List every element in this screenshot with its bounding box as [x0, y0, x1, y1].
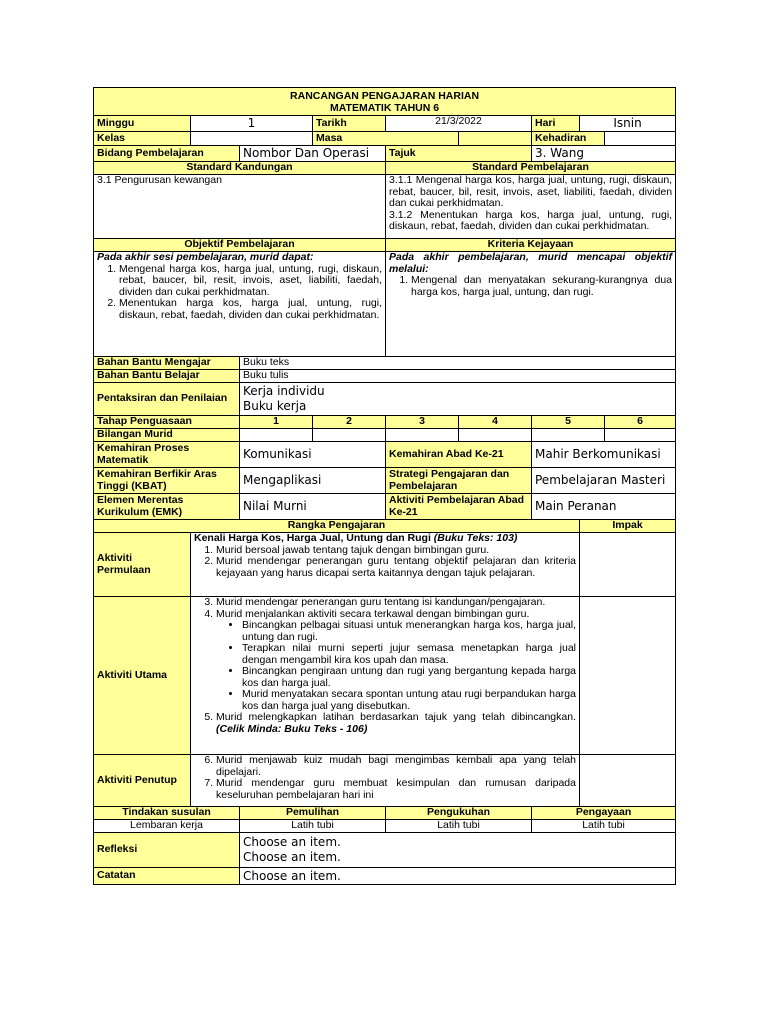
- permulaan-impak[interactable]: [580, 533, 676, 597]
- kemahiran-abad-value[interactable]: Mahir Berkomunikasi: [532, 442, 676, 468]
- bidang-value[interactable]: Nombor Dan Operasi: [240, 146, 386, 162]
- utama-item: [216, 712, 576, 735]
- impak-header: Impak: [580, 520, 676, 533]
- kbat-value[interactable]: Mengaplikasi: [240, 468, 386, 494]
- utama-item5-ref: (Celik Minda: Buku Teks - 106): [216, 722, 368, 735]
- pengukuhan-value[interactable]: Latih tubi: [386, 820, 532, 833]
- kriteria-intro: Pada akhir pembelajaran, murid mencapai objektif melalui:: [389, 251, 673, 275]
- standard-pembelajaran-header: Standard Pembelajaran: [386, 162, 676, 175]
- standard-kandungan-header: Standard Kandungan: [94, 162, 386, 175]
- pentaksiran-value: Buku kerja: [243, 399, 307, 413]
- utama-bullet: • Terapkan nilai murni seperti jujur semasa menetapkan harga jual dengan mengambil kira kos upah dan masa.: [242, 643, 576, 666]
- standard-pembelajaran-item: 3.1.2 Menentukan harga kos, harga jual, untung, rugi, diskaun, rebat, faedah, dividen dan cukai perkhidmatan.: [389, 208, 673, 232]
- kehadiran-value[interactable]: [605, 132, 676, 146]
- objektif-item: 2. Menentukan harga kos, harga jual, untung, rugi, diskaun, rebat, faedah, dividen dan cukai perkhidmatan.: [119, 298, 382, 321]
- tahap-level-3: 3: [386, 416, 459, 429]
- subject-title: MATEMATIK TAHUN 6: [330, 101, 440, 114]
- kehadiran-label: Kehadiran: [532, 132, 605, 146]
- aktiviti-abad-label: Aktiviti Pembelajaran Abad Ke-21: [386, 494, 532, 520]
- catatan-label: Catatan: [94, 868, 240, 885]
- catatan-dropdown[interactable]: Choose an item.: [240, 868, 676, 885]
- objektif-cell: [94, 252, 386, 357]
- bbb-value[interactable]: Buku tulis: [240, 370, 676, 383]
- objektif-item: 1. Mengenal harga kos, harga jual, untung, rugi, diskaun, rebat, baucer, bil, resit, invois, aset, liabiliti, faedah, dividen dan cukai perkhidmatan.: [119, 264, 382, 299]
- permulaan-heading-ref: (Buku Teks: 103): [433, 532, 518, 544]
- kriteria-item: 1. Mengenal dan menyatakan sekurang-kurangnya dua harga kos, harga jual, untung, dan rugi.: [411, 275, 672, 298]
- kemahiran-proses-value[interactable]: Komunikasi: [240, 442, 386, 468]
- utama-item5-text: Murid melengkapkan latihan berdasarkan tajuk yang telah dibincangkan.: [216, 711, 576, 723]
- bilangan-murid-cell[interactable]: [386, 429, 459, 442]
- bilangan-murid-cell[interactable]: [313, 429, 386, 442]
- refleksi-dropdown[interactable]: Choose an item.: [243, 850, 341, 864]
- kelas-value[interactable]: [191, 132, 313, 146]
- refleksi-dropdown[interactable]: Choose an item.: [243, 835, 341, 849]
- masa-value[interactable]: [459, 132, 532, 146]
- masa-label: Masa: [313, 132, 459, 146]
- utama-impak[interactable]: [580, 597, 676, 755]
- bidang-label: Bidang Pembelajaran: [94, 146, 240, 162]
- pentaksiran-cell[interactable]: [240, 383, 676, 416]
- penutup-item: 6. Murid menjawab kuiz mudah bagi mengimbas kembali apa yang telah dipelajari.: [216, 755, 576, 778]
- bbm-value[interactable]: Buku teks: [240, 357, 676, 370]
- standard-kandungan-text: 3.1 Pengurusan kewangan: [94, 175, 386, 239]
- kriteria-cell: [386, 252, 676, 357]
- bilangan-murid-cell[interactable]: [459, 429, 532, 442]
- minggu-value[interactable]: 1: [191, 116, 313, 132]
- aktiviti-abad-value[interactable]: Main Peranan: [532, 494, 676, 520]
- emk-label: Elemen Merentas Kurikulum (EMK): [94, 494, 240, 520]
- utama-label: Aktiviti Utama: [94, 597, 191, 755]
- document-title: RANCANGAN PENGAJARAN HARIAN: [290, 89, 480, 102]
- penutup-label: Aktiviti Penutup: [94, 755, 191, 807]
- strategi-value[interactable]: Pembelajaran Masteri: [532, 468, 676, 494]
- tahap-level-4: 4: [459, 416, 532, 429]
- kemahiran-proses-label: Kemahiran Proses Matematik: [94, 442, 240, 468]
- kbat-label: Kemahiran Berfikir Aras Tinggi (KBAT): [94, 468, 240, 494]
- standard-pembelajaran-item: 3.1.1 Mengenal harga kos, harga jual, untung, rugi, diskaun, rebat, baucer, bil, resit, invois, aset, liabiliti, faedah, dividen dan cukai perkhidmatan.: [389, 174, 673, 209]
- pengayaan-value[interactable]: Latih tubi: [532, 820, 676, 833]
- tahap-label: Tahap Penguasaan: [94, 416, 240, 429]
- kriteria-header: Kriteria Kejayaan: [386, 239, 676, 252]
- utama-bullet: • Murid menyatakan secara spontan untung atau rugi berpandukan harga kos dan harga jual yang disebutkan.: [242, 689, 576, 712]
- strategi-label: Strategi Pengajaran dan Pembelajaran: [386, 468, 532, 494]
- tarikh-value[interactable]: 21/3/2022: [386, 116, 532, 132]
- hari-label: Hari: [532, 116, 580, 132]
- hari-value[interactable]: Isnin: [580, 116, 676, 132]
- pengukuhan-header: Pengukuhan: [386, 807, 532, 820]
- lembaran-kerja[interactable]: Lembaran kerja: [94, 820, 240, 833]
- utama-cell: [191, 597, 580, 755]
- refleksi-cell: [240, 833, 676, 868]
- tarikh-label: Tarikh: [313, 116, 386, 132]
- penutup-cell: [191, 755, 580, 807]
- pengayaan-header: Pengayaan: [532, 807, 676, 820]
- lesson-plan-table: [93, 87, 676, 885]
- permulaan-cell: [191, 533, 580, 597]
- emk-value[interactable]: Nilai Murni: [240, 494, 386, 520]
- rangka-header: Rangka Pengajaran: [94, 520, 580, 533]
- permulaan-item: 1. Murid bersoal jawab tentang tajuk dengan bimbingan guru.: [216, 545, 576, 557]
- tahap-level-1: 1: [240, 416, 313, 429]
- utama-item: 3. Murid mendengar penerangan guru tentang isi kandungan/pengajaran.: [216, 597, 576, 609]
- kelas-label: Kelas: [94, 132, 191, 146]
- tindakan-header: Tindakan susulan: [94, 807, 240, 820]
- utama-bullet: • Bincangkan pengiraan untung dan rugi yang bergantung kepada harga kos dan harga jual.: [242, 666, 576, 689]
- bilangan-murid-cell[interactable]: [532, 429, 605, 442]
- standard-pembelajaran-cell: [386, 175, 676, 239]
- tahap-level-6: 6: [605, 416, 676, 429]
- kemahiran-abad-label: Kemahiran Abad Ke-21: [386, 442, 532, 468]
- refleksi-label: Refleksi: [94, 833, 240, 868]
- bbb-label: Bahan Bantu Belajar: [94, 370, 240, 383]
- tahap-level-5: 5: [532, 416, 605, 429]
- pemulihan-header: Pemulihan: [240, 807, 386, 820]
- bbm-label: Bahan Bantu Mengajar: [94, 357, 240, 370]
- objektif-intro: Pada akhir sesi pembelajaran, murid dapat:: [97, 251, 314, 263]
- utama-item: [216, 609, 576, 713]
- minggu-label: Minggu: [94, 116, 191, 132]
- pentaksiran-label: Pentaksiran dan Penilaian: [94, 383, 240, 416]
- pemulihan-value[interactable]: Latih tubi: [240, 820, 386, 833]
- objektif-header: Objektif Pembelajaran: [94, 239, 386, 252]
- tajuk-label: Tajuk: [386, 146, 532, 162]
- pentaksiran-value: Kerja individu: [243, 384, 325, 398]
- tahap-level-2: 2: [313, 416, 386, 429]
- bilangan-murid-label: Bilangan Murid: [94, 429, 240, 442]
- title-cell: [94, 88, 676, 116]
- utama-item-text: Murid menjalankan aktiviti secara terkawal dengan bimbingan guru.: [216, 607, 530, 620]
- utama-bullet: • Bincangkan pelbagai situasi untuk menerangkan harga kos, harga jual, untung dan rugi.: [242, 620, 576, 643]
- permulaan-label: Aktiviti Permulaan: [94, 533, 191, 597]
- bilangan-murid-cell[interactable]: [240, 429, 313, 442]
- permulaan-heading: Kenali Harga Kos, Harga Jual, Untung dan Rugi: [194, 532, 431, 544]
- penutup-impak[interactable]: [580, 755, 676, 807]
- bilangan-murid-cell[interactable]: [605, 429, 676, 442]
- tajuk-value[interactable]: 3. Wang: [532, 146, 676, 162]
- penutup-item: 7. Murid mendengar guru membuat kesimpulan dan rumusan daripada keseluruhan pembelajaran hari ini: [216, 778, 576, 801]
- permulaan-item: 2. Murid mendengar penerangan guru tentang objektif pelajaran dan kriteria kejayaan yang harus dicapai serta kaitannya dengan tajuk pelajaran.: [216, 556, 576, 579]
